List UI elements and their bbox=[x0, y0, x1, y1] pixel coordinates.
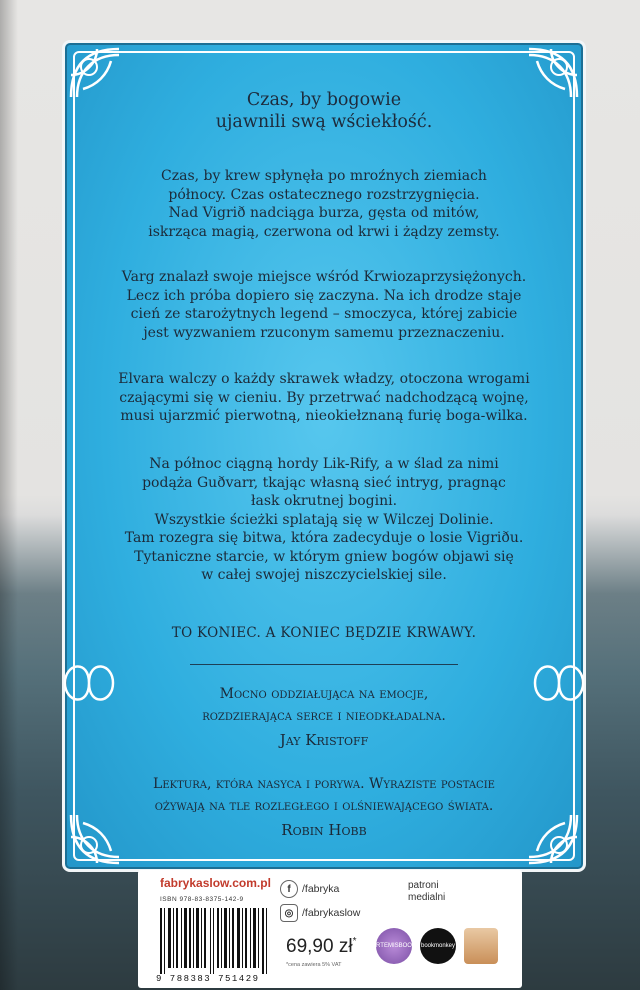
celtic-knot-icon bbox=[525, 811, 581, 867]
barcode bbox=[158, 908, 270, 974]
review-quote bbox=[65, 773, 583, 817]
spine-shadow bbox=[0, 0, 18, 990]
price bbox=[286, 936, 356, 958]
price-value: 69,90 bbox=[286, 936, 334, 957]
tagline-line: ujawnili swą wściekłość. bbox=[215, 112, 433, 132]
review-author: Robin Hobb bbox=[281, 821, 367, 839]
price-star: * bbox=[352, 936, 357, 947]
quote-line: Mocno oddziałująca na emocje, bbox=[219, 686, 429, 702]
facebook-link[interactable] bbox=[280, 880, 339, 898]
paragraph-line: Wszystkie ścieżki splatają się w Wilczej Dolinie. bbox=[154, 511, 494, 528]
paragraph-line: Na północ ciągną hordy Lik-Rify, a w ślad za nimi bbox=[149, 456, 499, 472]
celtic-knot-icon bbox=[67, 811, 123, 867]
paragraph-line: podąża Guðvarr, tkając własną sieć intryg, pragnąc bbox=[142, 474, 506, 491]
paragraph-line: łask okrutnej bogini. bbox=[250, 493, 398, 509]
barcode-number: 9 788383 751429 bbox=[156, 974, 260, 984]
paragraph-line: północy. Czas ostatecznego rozstrzygnięcia. bbox=[168, 186, 480, 203]
price-note: *cena zawiera 5% VAT bbox=[286, 962, 342, 968]
quote-line: rozdzierająca serce i nieodkładalna. bbox=[202, 708, 446, 724]
finale-line: TO KONIEC. A KONIEC BĘDZIE KRWAWY. bbox=[171, 625, 477, 641]
paragraph-line: Czas, by krew spłynęła po mroźnych ziemiach bbox=[161, 168, 487, 184]
paragraph-line: musi ujarzmić pierwotną, nieokiełznaną furię boga-wilka. bbox=[120, 408, 528, 424]
paragraph-line: Tytaniczne starcie, w którym gniew bogów objawi się bbox=[134, 548, 514, 565]
quote-line: ożywają na tle rozległego i olśniewającego świata. bbox=[154, 798, 494, 814]
paragraph-line: czającymi się w cieniu. By przetrwać nadchodzącą wojnę, bbox=[119, 389, 529, 406]
paragraph-line: Tam rozegra się bitwa, która zadecyduje o losie Vigriðu. bbox=[124, 530, 524, 546]
blurb-paragraph bbox=[65, 268, 583, 342]
facebook-handle: /fabryka bbox=[302, 883, 340, 895]
paragraph-line: Varg znalazł swoje miejsce wśród Krwiozaprzysiężonych. bbox=[121, 269, 527, 285]
patrons-line: medialni bbox=[408, 892, 446, 903]
paragraph-line: cień ze starożytnych legend – smoczyca, której zabicie bbox=[130, 306, 518, 322]
paragraph-line: Nad Vigrið nadciąga burza, gęsta od mitów, bbox=[168, 205, 480, 221]
instagram-link[interactable] bbox=[280, 904, 360, 922]
paragraph-line: w całej swojej niszczycielskiej sile. bbox=[201, 567, 447, 583]
publisher-website[interactable]: fabrykaslow.com.pl bbox=[160, 876, 271, 890]
instagram-handle: /fabrykaslow bbox=[302, 907, 361, 919]
review-author: Jay Kristoff bbox=[279, 731, 369, 749]
price-currency: zł bbox=[338, 936, 353, 957]
review-quote bbox=[65, 683, 583, 727]
patrons-line: patroni bbox=[408, 880, 439, 891]
paragraph-line: jest wyzwaniem rzuconym samemu przeznaczeniu. bbox=[143, 324, 505, 341]
blue-text-panel bbox=[62, 40, 586, 872]
blurb-paragraph bbox=[65, 167, 583, 241]
facebook-icon: f bbox=[280, 880, 298, 898]
quote-line: Lektura, która nasyca i porywa. Wyraziste postacie bbox=[153, 776, 495, 792]
tagline bbox=[65, 89, 583, 133]
tagline-line: Czas, by bogowie bbox=[246, 90, 402, 110]
patron-badge-bookmonkey: bookmonkey bbox=[420, 928, 456, 964]
patron-badge-artemisbook: ARTEMISBOOK bbox=[376, 928, 412, 964]
patron-badge-portrait bbox=[464, 928, 498, 964]
divider bbox=[190, 664, 458, 665]
blurb-paragraph bbox=[65, 455, 583, 585]
instagram-icon: ◎ bbox=[280, 904, 298, 922]
paragraph-line: Lecz ich próba dopiero się zaczyna. Na ich drodze staje bbox=[126, 287, 522, 304]
isbn-text: ISBN 978-83-8375-142-9 bbox=[160, 896, 244, 903]
paragraph-line: iskrząca magią, czerwona od krwi i żądzy zemsty. bbox=[148, 223, 500, 240]
price-sticker bbox=[138, 870, 522, 988]
paragraph-line: Elvara walczy o każdy skrawek władzy, otoczona wrogami bbox=[118, 371, 530, 387]
media-patrons-label bbox=[408, 880, 445, 904]
blurb-paragraph bbox=[65, 370, 583, 426]
